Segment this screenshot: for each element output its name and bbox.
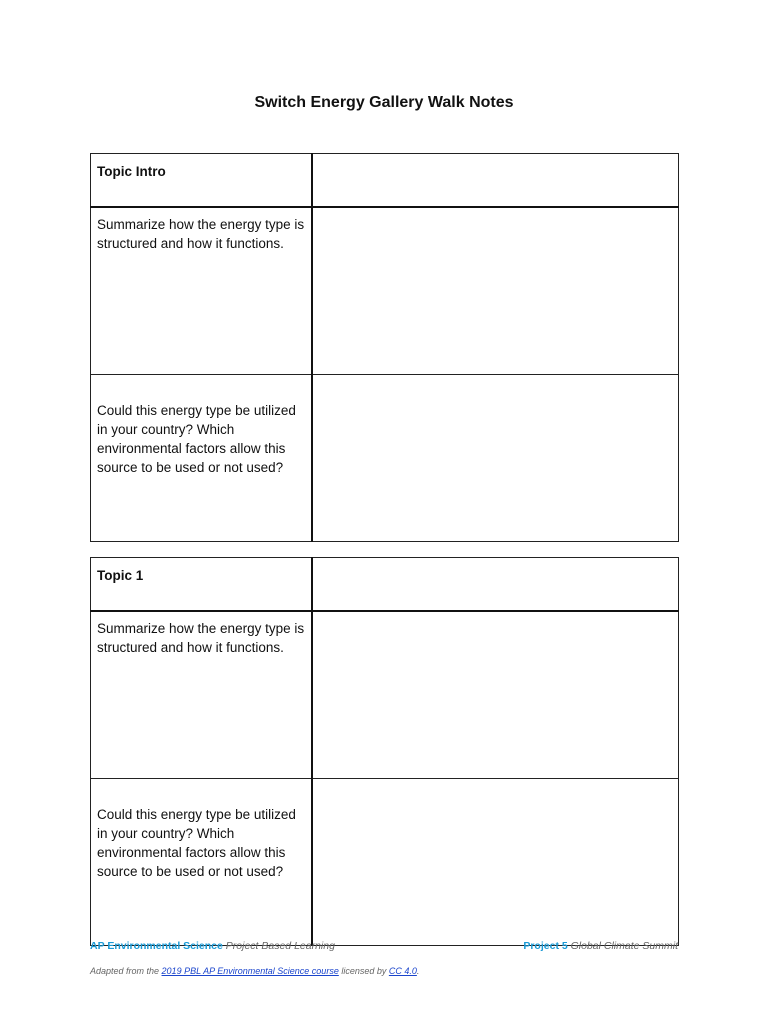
footer-project: [523, 940, 678, 952]
utilize-answer-cell[interactable]: [312, 779, 679, 946]
footer-course: [90, 940, 335, 952]
course-link[interactable]: 2019 PBL AP Environmental Science course: [161, 966, 339, 976]
summary-answer-cell[interactable]: [312, 611, 679, 779]
summary-prompt: Summarize how the energy type is structured and how it functions.: [91, 207, 313, 375]
license-link[interactable]: CC 4.0: [388, 966, 417, 976]
attribution-middle: licensed by: [338, 966, 389, 976]
topic-answer-cell[interactable]: [312, 558, 679, 612]
summary-prompt: Summarize how the energy type is structured and how it functions.: [91, 611, 313, 779]
attribution-suffix: .: [416, 966, 420, 976]
utilize-prompt: Could this energy type be utilized in your country? Which environmental factors allow this source to be used or not used?: [91, 375, 313, 542]
topic-answer-cell[interactable]: [312, 154, 679, 208]
topic-row: [91, 558, 679, 612]
utilize-answer-cell[interactable]: [312, 375, 679, 542]
utilize-row: [91, 779, 679, 946]
summary-answer-cell[interactable]: [312, 207, 679, 375]
summary-row: [91, 207, 679, 375]
summary-row: [91, 611, 679, 779]
footer-course-suffix: Project Based Learning: [225, 940, 335, 952]
utilize-prompt: Could this energy type be utilized in your country? Which environmental factors allow this source to be used or not used?: [91, 779, 313, 946]
page-title: Switch Energy Gallery Walk Notes: [254, 94, 514, 111]
attribution-line: [90, 966, 419, 976]
topic-label: Topic 1: [91, 558, 313, 612]
topic-label: Topic Intro: [91, 154, 313, 208]
footer-project-name: Global Climate Summit: [570, 940, 678, 952]
topic-row: [91, 154, 679, 208]
attribution-prefix: Adapted from the: [90, 966, 162, 976]
footer-project-number: Project 5: [523, 940, 568, 952]
utilize-row: [91, 375, 679, 542]
footer-course-name: AP Environmental Science: [90, 940, 223, 952]
notes-table-intro: [90, 153, 679, 542]
notes-table-topic-1: [90, 557, 679, 946]
